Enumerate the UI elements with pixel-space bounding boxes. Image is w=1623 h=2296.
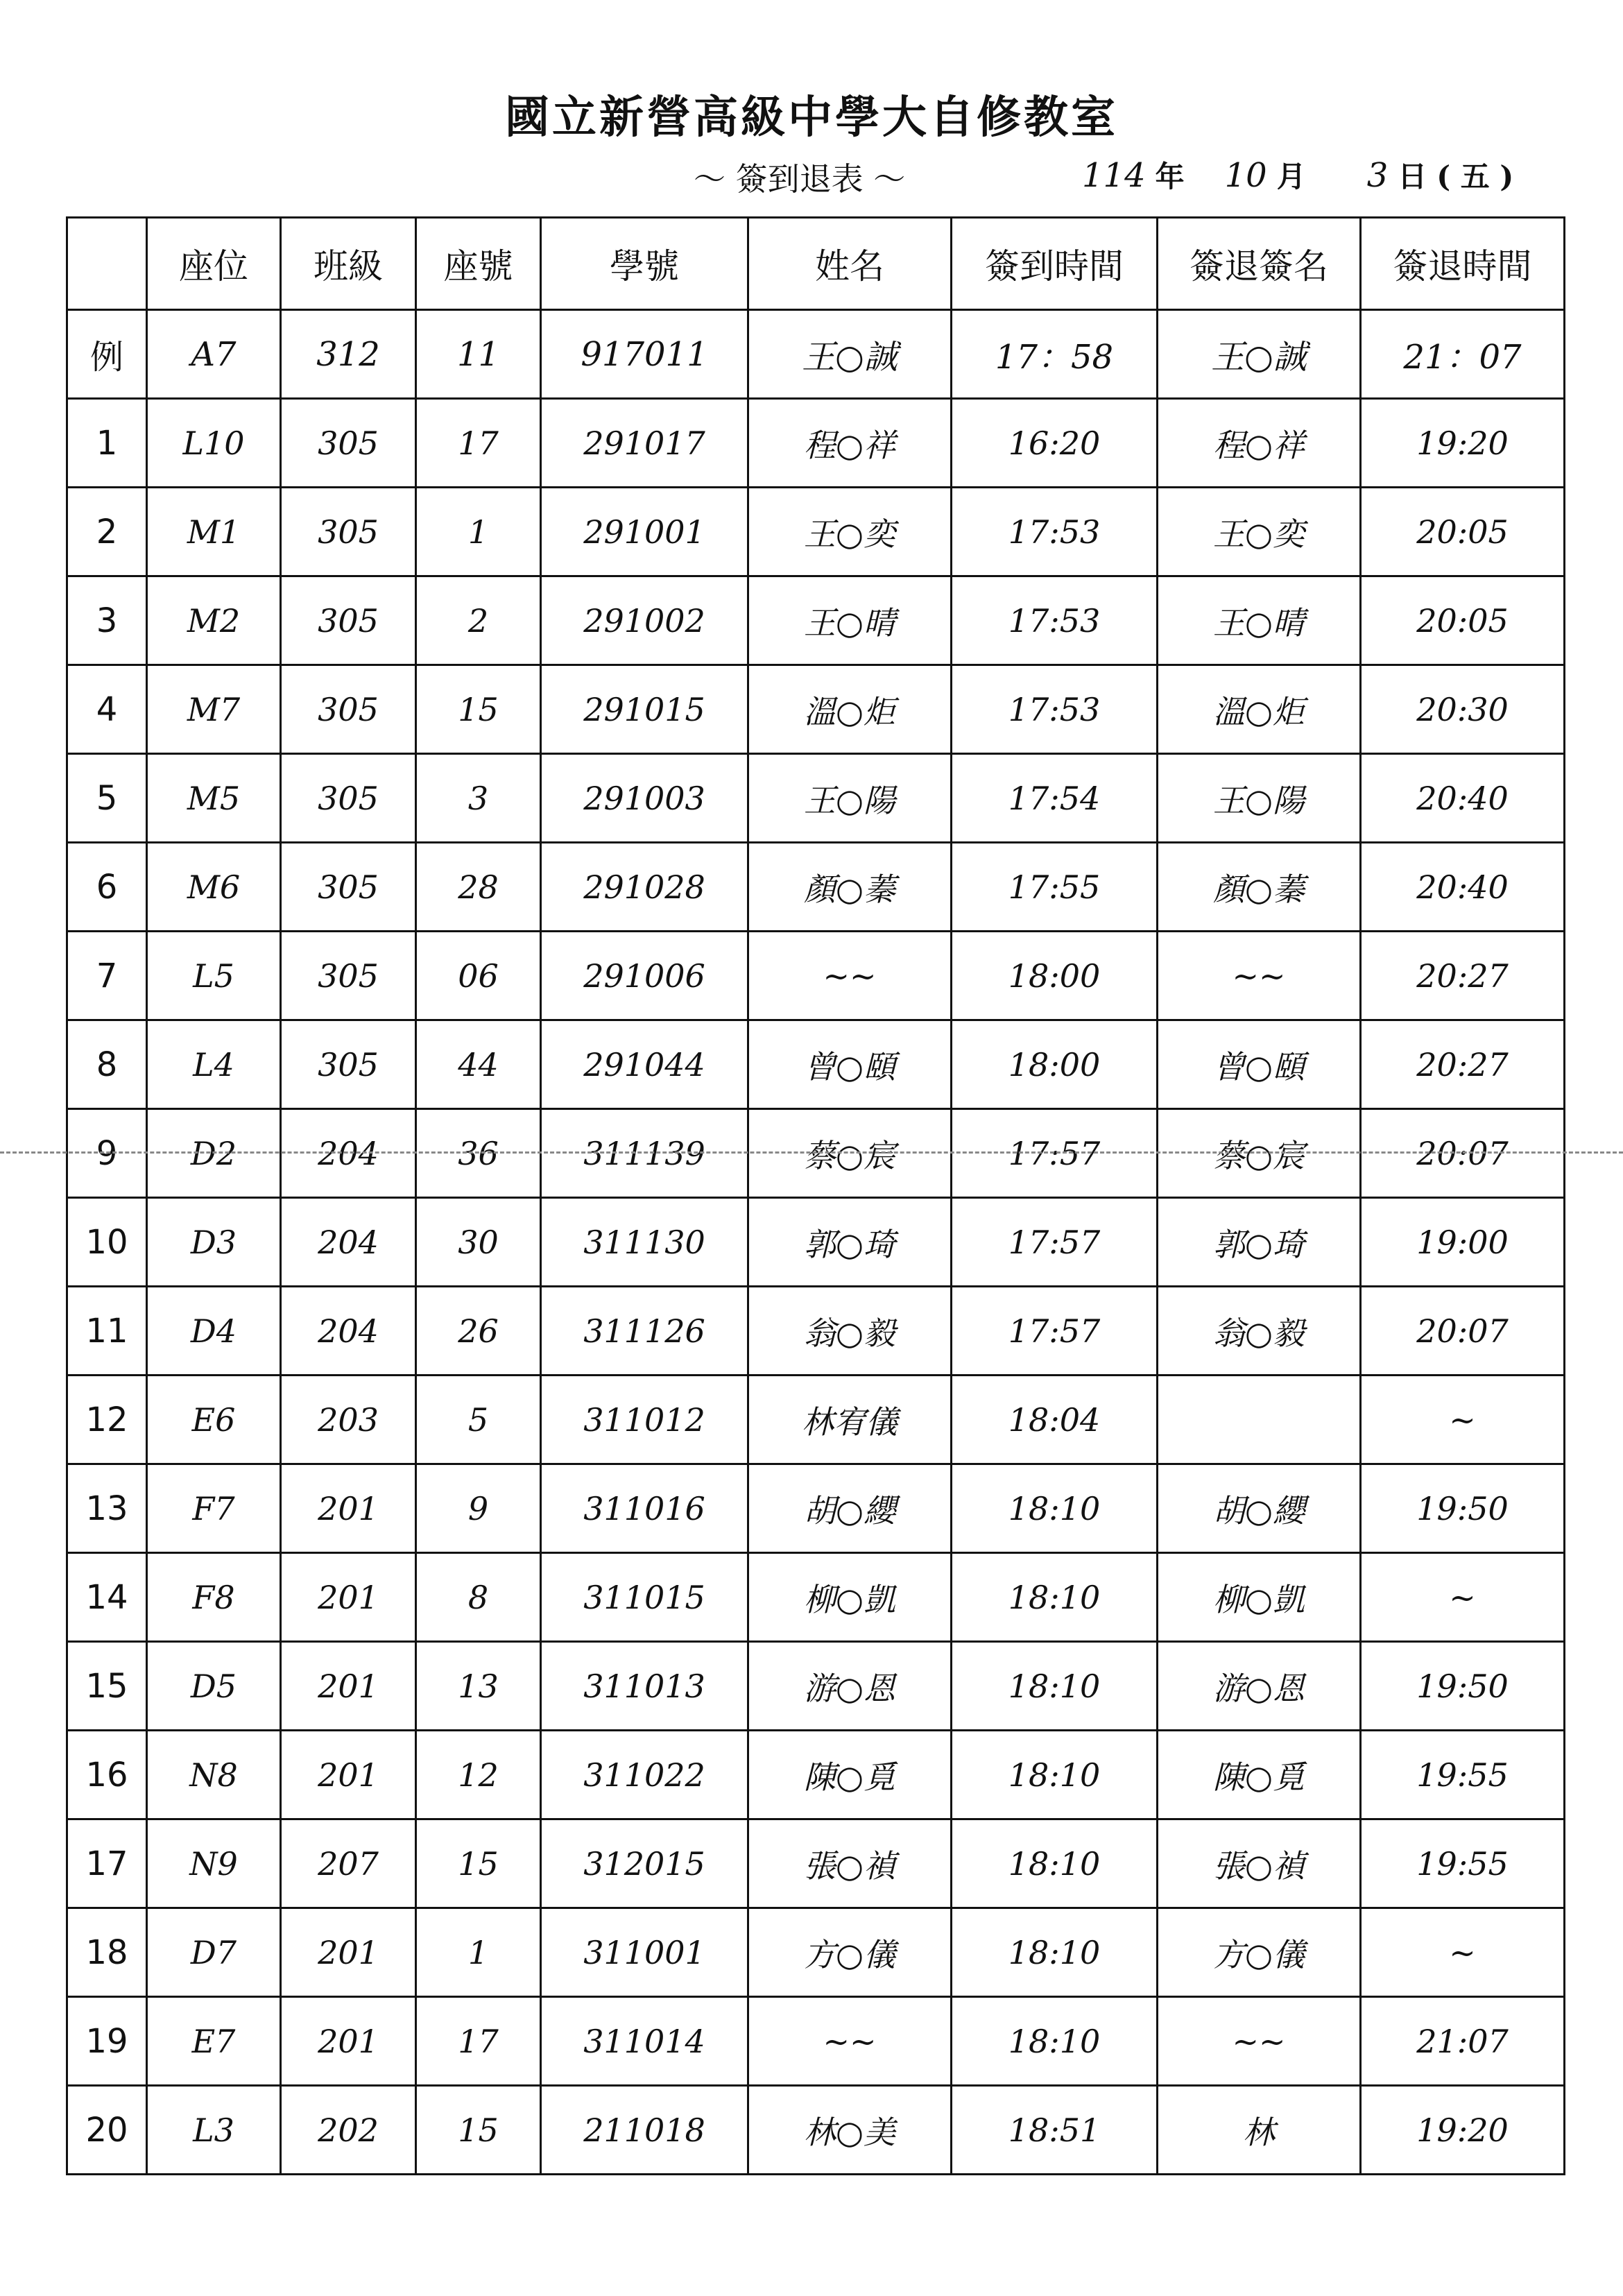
- table-row: [67, 1642, 1565, 1731]
- cell-sign-in-time: 18:00: [952, 1020, 1158, 1109]
- cell-student-id: 291001: [541, 488, 748, 576]
- cell-seat: D5: [147, 1642, 281, 1731]
- cell-sign-out-signature: 溫○炬: [1158, 665, 1361, 754]
- table-row: [67, 1287, 1565, 1376]
- document-title: 國立新營高級中學大自修教室: [505, 92, 1118, 144]
- cell-student-id: 917011: [541, 310, 748, 399]
- cell-row-index: 18: [67, 1908, 147, 1997]
- cell-seat-number: 17: [416, 1997, 541, 2086]
- cell-row-index: 1: [67, 399, 147, 488]
- cell-sign-in-time: 17:53: [952, 488, 1158, 576]
- date-year-label: 年: [1155, 160, 1185, 194]
- cell-sign-out-signature: 柳○凱: [1158, 1553, 1361, 1642]
- cell-sign-in-time: 18:10: [952, 1553, 1158, 1642]
- column-header-sign-in-time: 簽到時間: [952, 218, 1158, 310]
- cell-sign-out-time: 20:30: [1361, 665, 1565, 754]
- cell-class: 305: [281, 754, 416, 843]
- cell-seat: E6: [147, 1376, 281, 1464]
- cell-class: 202: [281, 2086, 416, 2175]
- cell-sign-out-signature: 陳○覓: [1158, 1731, 1361, 1819]
- cell-seat: M7: [147, 665, 281, 754]
- cell-seat-number: 26: [416, 1287, 541, 1376]
- table-row: [67, 843, 1565, 932]
- table-row: [67, 932, 1565, 1020]
- cell-seat: N9: [147, 1819, 281, 1908]
- cell-name: 王○誠: [748, 310, 952, 399]
- date-day-label: 日: [1398, 160, 1427, 194]
- cell-student-id: 311016: [541, 1464, 748, 1553]
- cell-sign-out-time: 20:07: [1361, 1287, 1565, 1376]
- cell-sign-out-time: 20:27: [1361, 1020, 1565, 1109]
- cell-seat: L10: [147, 399, 281, 488]
- cell-seat-number: 1: [416, 1908, 541, 1997]
- table-row: [67, 2086, 1565, 2175]
- cell-student-id: 291006: [541, 932, 748, 1020]
- cell-row-index: 6: [67, 843, 147, 932]
- cell-class: 312: [281, 310, 416, 399]
- cell-name: 溫○炬: [748, 665, 952, 754]
- cell-student-id: 312015: [541, 1819, 748, 1908]
- cell-student-id: 291003: [541, 754, 748, 843]
- cell-sign-in-time: 17:54: [952, 754, 1158, 843]
- cell-row-index: 15: [67, 1642, 147, 1731]
- cell-name: 王○奕: [748, 488, 952, 576]
- cell-name: 翁○毅: [748, 1287, 952, 1376]
- cell-row-index: 19: [67, 1997, 147, 2086]
- cell-seat-number: 15: [416, 665, 541, 754]
- cell-name: 游○恩: [748, 1642, 952, 1731]
- cell-class: 204: [281, 1198, 416, 1287]
- cell-seat: M5: [147, 754, 281, 843]
- cell-sign-out-time: 19:55: [1361, 1819, 1565, 1908]
- cell-sign-out-time: 20:27: [1361, 932, 1565, 1020]
- cell-seat: M6: [147, 843, 281, 932]
- cell-sign-out-signature: 游○恩: [1158, 1642, 1361, 1731]
- cell-class: 201: [281, 1553, 416, 1642]
- date-month: 10: [1224, 156, 1267, 195]
- column-header-sign-out-time: 簽退時間: [1361, 218, 1565, 310]
- cell-sign-out-time: 19:20: [1361, 2086, 1565, 2175]
- table-row: [67, 754, 1565, 843]
- cell-class: 201: [281, 1908, 416, 1997]
- cell-sign-out-signature: 翁○毅: [1158, 1287, 1361, 1376]
- cell-name: 王○陽: [748, 754, 952, 843]
- cell-class: 305: [281, 576, 416, 665]
- table-row: [67, 1376, 1565, 1464]
- table-row: [67, 576, 1565, 665]
- cell-seat: D3: [147, 1198, 281, 1287]
- date-day: 3: [1366, 156, 1389, 195]
- cell-sign-out-signature: 林: [1158, 2086, 1361, 2175]
- cell-sign-out-signature: 郭○琦: [1158, 1198, 1361, 1287]
- cell-name: 曾○頤: [748, 1020, 952, 1109]
- cell-student-id: 291044: [541, 1020, 748, 1109]
- cell-sign-out-time: ~: [1361, 1908, 1565, 1997]
- date-line: [1082, 154, 1513, 196]
- cell-student-id: 311022: [541, 1731, 748, 1819]
- cell-seat-number: 5: [416, 1376, 541, 1464]
- cell-name: 柳○凱: [748, 1553, 952, 1642]
- cell-row-index: 13: [67, 1464, 147, 1553]
- cell-sign-in-time: 18:00: [952, 932, 1158, 1020]
- cell-seat-number: 12: [416, 1731, 541, 1819]
- cell-row-index: 10: [67, 1198, 147, 1287]
- cell-seat-number: 11: [416, 310, 541, 399]
- cell-class: 305: [281, 488, 416, 576]
- cell-sign-in-time: 18:10: [952, 1642, 1158, 1731]
- table-row: [67, 1020, 1565, 1109]
- cell-row-index: 4: [67, 665, 147, 754]
- cell-name: 胡○纓: [748, 1464, 952, 1553]
- cell-row-index: 9: [67, 1109, 147, 1198]
- cell-seat: L5: [147, 932, 281, 1020]
- cell-sign-in-time: 16:20: [952, 399, 1158, 488]
- cell-seat: D7: [147, 1908, 281, 1997]
- cell-class: 203: [281, 1376, 416, 1464]
- cell-seat-number: 2: [416, 576, 541, 665]
- cell-sign-out-signature: 曾○頤: [1158, 1020, 1361, 1109]
- cell-student-id: 311013: [541, 1642, 748, 1731]
- cell-sign-out-signature: 胡○纓: [1158, 1464, 1361, 1553]
- cell-sign-out-signature: ~~: [1158, 932, 1361, 1020]
- cell-name: 張○禎: [748, 1819, 952, 1908]
- table-row: [67, 665, 1565, 754]
- cell-sign-in-time: 17:57: [952, 1109, 1158, 1198]
- cell-sign-out-time: 20:40: [1361, 843, 1565, 932]
- scan-dotted-line: [0, 1151, 1623, 1154]
- cell-sign-out-signature: 王○誠: [1158, 310, 1361, 399]
- cell-row-index: 12: [67, 1376, 147, 1464]
- cell-sign-in-time: 17:57: [952, 1198, 1158, 1287]
- cell-sign-out-signature: 王○陽: [1158, 754, 1361, 843]
- signin-table: [66, 216, 1565, 2175]
- cell-name: 林○美: [748, 2086, 952, 2175]
- cell-seat: F7: [147, 1464, 281, 1553]
- cell-sign-in-time: 17:53: [952, 665, 1158, 754]
- example-row: [67, 310, 1565, 399]
- column-header-sign-out-signature: 簽退簽名: [1158, 218, 1361, 310]
- cell-student-id: 311126: [541, 1287, 748, 1376]
- table-row: [67, 1464, 1565, 1553]
- cell-name: ~~: [748, 932, 952, 1020]
- cell-class: 305: [281, 1020, 416, 1109]
- table-row: [67, 1908, 1565, 1997]
- cell-row-index: 5: [67, 754, 147, 843]
- cell-name: ~~: [748, 1997, 952, 2086]
- cell-class: 204: [281, 1109, 416, 1198]
- cell-row-index: 11: [67, 1287, 147, 1376]
- cell-sign-in-time: 17：58: [952, 310, 1158, 399]
- cell-student-id: 311139: [541, 1109, 748, 1198]
- column-header-seat: 座位: [147, 218, 281, 310]
- date-year: 114: [1082, 156, 1146, 195]
- cell-name: 程○祥: [748, 399, 952, 488]
- cell-sign-out-time: 19:20: [1361, 399, 1565, 488]
- cell-class: 305: [281, 399, 416, 488]
- table-header-row: [67, 218, 1565, 310]
- cell-student-id: 291015: [541, 665, 748, 754]
- cell-sign-out-time: 19:55: [1361, 1731, 1565, 1819]
- cell-name: 方○儀: [748, 1908, 952, 1997]
- cell-sign-in-time: 17:53: [952, 576, 1158, 665]
- cell-name: 林宥儀: [748, 1376, 952, 1464]
- cell-class: 305: [281, 665, 416, 754]
- column-header-row-index: [67, 218, 147, 310]
- cell-student-id: 311015: [541, 1553, 748, 1642]
- cell-sign-out-time: 20:07: [1361, 1109, 1565, 1198]
- cell-student-id: 311130: [541, 1198, 748, 1287]
- table-row: [67, 1819, 1565, 1908]
- cell-seat-number: 06: [416, 932, 541, 1020]
- cell-row-index: 2: [67, 488, 147, 576]
- cell-seat-number: 3: [416, 754, 541, 843]
- cell-student-id: 311012: [541, 1376, 748, 1464]
- cell-sign-out-time: 20:05: [1361, 576, 1565, 665]
- cell-class: 305: [281, 843, 416, 932]
- cell-name: 王○晴: [748, 576, 952, 665]
- cell-seat-number: 9: [416, 1464, 541, 1553]
- cell-seat-number: 8: [416, 1553, 541, 1642]
- cell-row-index: 例: [67, 310, 147, 399]
- cell-seat-number: 44: [416, 1020, 541, 1109]
- cell-seat-number: 15: [416, 1819, 541, 1908]
- cell-class: 207: [281, 1819, 416, 1908]
- cell-seat-number: 28: [416, 843, 541, 932]
- cell-seat: N8: [147, 1731, 281, 1819]
- table-row: [67, 1997, 1565, 2086]
- cell-class: 201: [281, 1731, 416, 1819]
- date-weekday: ( 五 ): [1436, 160, 1514, 194]
- cell-sign-out-time: 19:50: [1361, 1464, 1565, 1553]
- cell-name: 顏○蓁: [748, 843, 952, 932]
- cell-seat: M2: [147, 576, 281, 665]
- cell-seat-number: 13: [416, 1642, 541, 1731]
- cell-student-id: 311014: [541, 1997, 748, 2086]
- cell-sign-out-time: 20:05: [1361, 488, 1565, 576]
- cell-seat: D2: [147, 1109, 281, 1198]
- cell-student-id: 211018: [541, 2086, 748, 2175]
- cell-row-index: 16: [67, 1731, 147, 1819]
- cell-seat: A7: [147, 310, 281, 399]
- cell-student-id: 291002: [541, 576, 748, 665]
- cell-class: 201: [281, 1997, 416, 2086]
- cell-seat: F8: [147, 1553, 281, 1642]
- cell-student-id: 291028: [541, 843, 748, 932]
- table-row: [67, 1198, 1565, 1287]
- cell-seat-number: 17: [416, 399, 541, 488]
- cell-class: 201: [281, 1642, 416, 1731]
- cell-row-index: 3: [67, 576, 147, 665]
- column-header-class: 班級: [281, 218, 416, 310]
- cell-sign-out-time: 20:40: [1361, 754, 1565, 843]
- cell-sign-out-time: 19:00: [1361, 1198, 1565, 1287]
- cell-seat: L4: [147, 1020, 281, 1109]
- cell-row-index: 20: [67, 2086, 147, 2175]
- cell-name: 郭○琦: [748, 1198, 952, 1287]
- cell-sign-out-time: ~: [1361, 1553, 1565, 1642]
- column-header-name: 姓名: [748, 218, 952, 310]
- cell-class: 305: [281, 932, 416, 1020]
- cell-seat: M1: [147, 488, 281, 576]
- cell-sign-in-time: 18:10: [952, 1819, 1158, 1908]
- cell-sign-in-time: 17:57: [952, 1287, 1158, 1376]
- table-row: [67, 488, 1565, 576]
- cell-sign-out-time: 19:50: [1361, 1642, 1565, 1731]
- cell-class: 201: [281, 1464, 416, 1553]
- cell-seat-number: 36: [416, 1109, 541, 1198]
- table-row: [67, 1731, 1565, 1819]
- cell-sign-in-time: 18:10: [952, 1908, 1158, 1997]
- cell-sign-out-signature: 方○儀: [1158, 1908, 1361, 1997]
- cell-sign-out-signature: 王○奕: [1158, 488, 1361, 576]
- cell-sign-out-time: 21:07: [1361, 1997, 1565, 2086]
- cell-sign-out-signature: 蔡○宸: [1158, 1109, 1361, 1198]
- cell-student-id: 291017: [541, 399, 748, 488]
- cell-sign-out-signature: 顏○蓁: [1158, 843, 1361, 932]
- cell-student-id: 311001: [541, 1908, 748, 1997]
- cell-sign-out-signature: ~~: [1158, 1997, 1361, 2086]
- column-header-seat-number: 座號: [416, 218, 541, 310]
- table-body: [67, 310, 1565, 2175]
- table-row: [67, 399, 1565, 488]
- cell-name: 蔡○宸: [748, 1109, 952, 1198]
- cell-sign-out-time: 21：07: [1361, 310, 1565, 399]
- cell-seat: D4: [147, 1287, 281, 1376]
- cell-seat-number: 1: [416, 488, 541, 576]
- cell-seat: L3: [147, 2086, 281, 2175]
- cell-row-index: 8: [67, 1020, 147, 1109]
- cell-sign-in-time: 18:10: [952, 1731, 1158, 1819]
- table-row: [67, 1553, 1565, 1642]
- cell-sign-out-signature: 張○禎: [1158, 1819, 1361, 1908]
- cell-seat-number: 15: [416, 2086, 541, 2175]
- cell-class: 204: [281, 1287, 416, 1376]
- cell-seat: E7: [147, 1997, 281, 2086]
- cell-sign-in-time: 17:55: [952, 843, 1158, 932]
- cell-sign-in-time: 18:10: [952, 1997, 1158, 2086]
- cell-sign-out-time: ~: [1361, 1376, 1565, 1464]
- cell-row-index: 7: [67, 932, 147, 1020]
- cell-sign-in-time: 18:51: [952, 2086, 1158, 2175]
- column-header-student-id: 學號: [541, 218, 748, 310]
- cell-sign-in-time: 18:04: [952, 1376, 1158, 1464]
- cell-row-index: 14: [67, 1553, 147, 1642]
- cell-seat-number: 30: [416, 1198, 541, 1287]
- cell-row-index: 17: [67, 1819, 147, 1908]
- cell-sign-out-signature: 王○晴: [1158, 576, 1361, 665]
- cell-name: 陳○覓: [748, 1731, 952, 1819]
- document-subtitle: ～ 簽到退表 ～: [694, 160, 906, 198]
- cell-sign-out-signature: [1158, 1376, 1361, 1464]
- cell-sign-in-time: 18:10: [952, 1464, 1158, 1553]
- date-month-label: 月: [1276, 160, 1306, 194]
- cell-sign-out-signature: 程○祥: [1158, 399, 1361, 488]
